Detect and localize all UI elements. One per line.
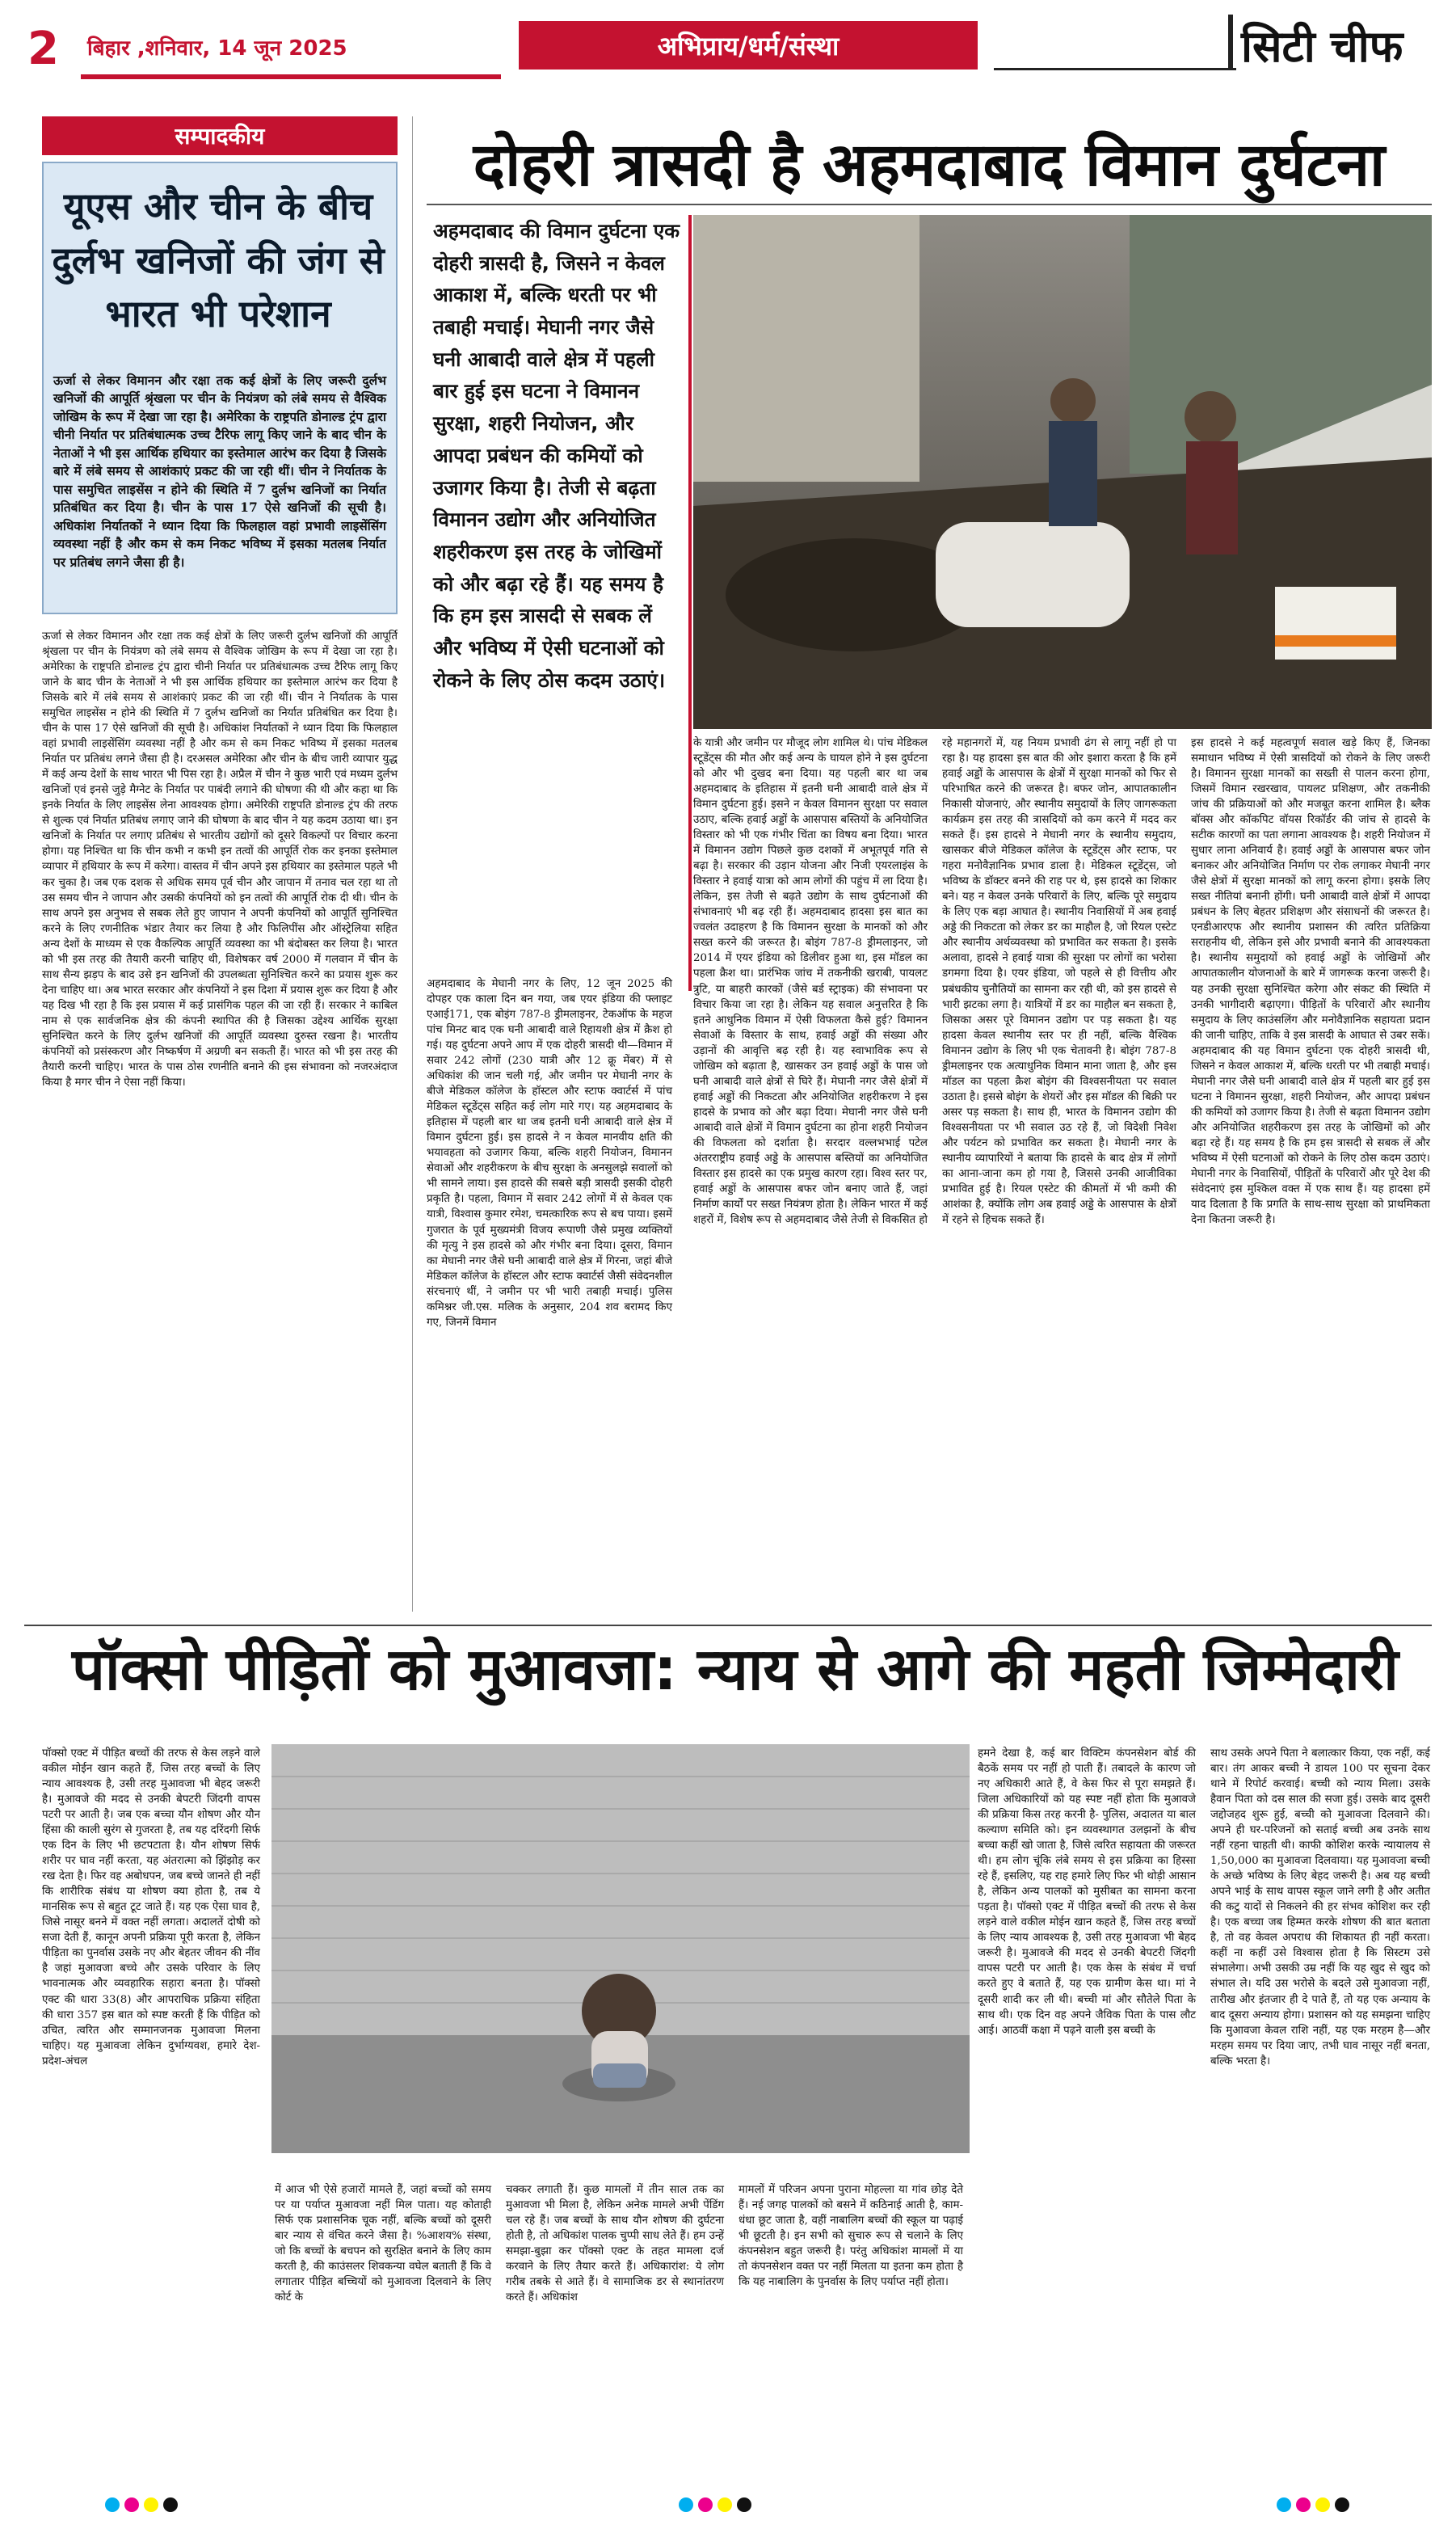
pull-quote-bar — [688, 215, 692, 991]
pocso-column-6: साथ उसके अपने पिता ने बलात्कार किया, एक नहीं, कई बार। तंग आकर बच्ची ने डायल 100 पर सूचना देकर थाने में रिपोर्ट करवाई। बच्ची को न्याय मिला। उसके हैवान पिता को दस साल की सजा हुई। उसके बाद दूसरी जद्दोजहद शुरू हुई, बच्ची को मुआवजा दिलवाने की। अपने ही घर-परिजनों को सताई बच्ची अब उनके साथ नहीं रहना चाहती थी। काफी कोशिश करके न्यायालय से 1,50,000 का मुआवजा दिलवाया। यह मुआवजा बच्ची के अच्छे भविष्य के लिए बेहद जरूरी है। अब यह बच्ची अपने भाई के साथ वापस स्कूल जाने लगी है और अतीत की कटु यादों से निकलने की हर संभव कोशिश कर रही है। एक बच्चा जब हिम्मत करके शोषण की बात बताता है, तो वह केवल अपराध की शिकायत ही नहीं करता। कहीं ना कहीं उसे विश्वास होता है कि सिस्टम उसे संभालेगा। अभी उसकी उम्र नहीं कि यह खुद से खुद को संभाल ले। यदि उस भरोसे के बदले उसे मुआवजा नहीं, तारीख और इंतजार ही दे पाते हैं, तो यह एक अन्याय के बाद दूसरा अन्याय होगा। प्रशासन को यह समझना चाहिए कि मुआवजा केवल राशि नहीं, यह एक मरहम है—और मरहम समय पर दिया जाए, तभी घाव नासूर नहीं बनता, बल्कि भरता है। — [1210, 1747, 1430, 2067]
editorial-lead: ऊर्जा से लेकर विमानन और रक्षा तक कई क्षेत्रों के लिए जरूरी दुर्लभ खनिजों की आपूर्ति श्रृंखला पर चीन के नियंत्रण को लंबे समय से वैश्विक जोखिम के रूप में देखा जा रहा है। अमेरिका के राष्ट्रपति डोनाल्ड ट्रंप द्वारा चीनी निर्यात पर प्रतिबंधात्मक उच्च टैरिफ लागू किए जाने के बाद चीन के नेताओं ने भी इस आर्थिक हथियार का इस्तेमाल आरंभ कर दिया है जिसके बारे में लंबे समय से आशंकाएं प्रकट की जा रही थीं। चीन ने निर्यातक के पास समुचित लाइसेंस न होने की स्थिति में 7 दुर्लभ खनिजों का निर्यात प्रतिबंधित कर दिया है। चीन के पास 17 ऐसे खनिजों की सूची है। अधिकांश निर्यातकों ने ध्यान दिया कि फिलहाल वहां प्रभावी लाइसेंसिंग व्यवस्था नहीं है और कम से कम निकट भविष्य में इसका मतलब निर्यात पर प्रतिबंध लगने जैसा ही है। — [53, 373, 386, 570]
header-rule — [994, 68, 1236, 70]
pocso-story-headline: पॉक्सो पीड़ितों को मुआवजा: न्याय से आगे की महती जिम्मेदारी — [72, 1635, 1399, 1703]
registration-marks-right — [1277, 2497, 1349, 2517]
dateline: बिहार ,शनिवार, 14 जून 2025 — [87, 36, 347, 61]
registration-marks-left — [105, 2497, 178, 2517]
publication-name: सिटी चीफ — [1241, 21, 1403, 72]
lead-story-pull-quote: अहमदाबाद की विमान दुर्घटना एक दोहरी त्रासदी है, जिसने न केवल आकाश में, बल्कि धरती पर भी तबाही मचाई। मेघानी नगर जैसे घनी आबादी वाले क्षेत्र में पहली बार हुई इस घटना ने विमानन सुरक्षा, शहरी नियोजन, और आपदा प्रबंधन की कमियों को उजागर किया है। तेजी से बढ़ता विमानन उद्योग और अनियोजित शहरीकरण इस तरह के जोखिमों को और बढ़ा रहे हैं। यह समय है कि हम इस त्रासदी से सबक लें और भविष्य में ऐसी घटनाओं को रोकने के लिए ठोस कदम उठाएं। — [433, 219, 680, 692]
pocso-column-1: पॉक्सो एक्ट में पीड़ित बच्चों की तरफ से केस लड़ने वाले वकील मोईन खान कहते हैं, जिस तरह बच्चों के लिए न्याय आवश्यक है, उसी तरह मुआवजा भी बेहद जरूरी है। मुआवजे की मदद से उनकी बेपटरी जिंदगी वापस पटरी पर आती है। जब एक बच्चा यौन शोषण और यौन हिंसा की काली सुरंग से गुजरता है, तब यह दरिंदगी सिर्फ एक दिन के लिए भी छटपटाता है। यौन शोषण सिर्फ शरीर पर घाव नहीं करता, यह अंतरात्मा को झिंझोड़ कर रख देता है। फिर वह अबोधपन, जब बच्चे जानते ही नहीं कि शारीरिक संबंध या शोषण क्या होता है, तब ये मानसिक रूप से बहुत टूट जाते हैं। यह एक ऐसा घाव है, जिसे नासूर बनने में वक्त नहीं लगता। अदालतें दोषी को सजा देती हैं, कानून अपनी प्रक्रिया पूरी करता है, लेकिन पीड़िता का पुनर्वास उसके नए और बेहतर जीवन की नींव है जहां मुआवजा बच्चे और उसके परिवार के लिए भावनात्मक और व्यवहारिक सहारा बनता है। पॉक्सो एक्ट की धारा 33(8) और आपराधिक प्रक्रिया संहिता की धारा 357 इस बात को स्पष्ट करती हैं कि पीड़ित को उचित, त्वरित और सम्मानजनक मुआवजा मिलना चाहिए। यह मुआवजा लेकिन दुर्भाग्यवश, हमारे देश-प्रदेश-अंचल — [42, 1747, 260, 2067]
child-photo — [271, 1744, 970, 2153]
pocso-column-3: चक्कर लगाती हैं। कुछ मामलों में तीन साल तक का मुआवजा भी मिला है, लेकिन अनेक मामले अभी पेंडिंग चल रहे हैं। जब बच्चों के साथ यौन शोषण की दुर्घटना होती है, तो अधिकांश पालक चुप्पी साध लेते हैं। हम उन्हें समझा-बुझा कर पॉक्सो एक्ट के तहत मामला दर्ज करवाने के लिए तैयार करते हैं। अधिकारांश: ये लोग गरीब तबके से आते हैं। वे सामाजिक डर से स्थानांतरण करते हैं। अधिकांश — [506, 2184, 724, 2304]
section-banner: अभिप्राय/धर्म/संस्था — [519, 21, 978, 70]
black-dot — [1335, 2497, 1349, 2512]
editorial-label: सम्पादकीय — [42, 116, 398, 155]
lead-story-column-3: रहे महानगरों में, यह नियम प्रभावी ढंग से लागू नहीं हो पा रहा है। यह हादसा इस बात की ओर इशारा करता है कि हमें हवाई अड्डों के आसपास के क्षेत्रों में सुरक्षा मानकों को फिर से परिभाषित करने की जरूरत है। बफर जोन, आपातकालीन निकासी योजनाएं, और स्थानीय समुदायों के लिए जागरूकता कार्यक्रम इस तरह की त्रासदियों को कम करने में मदद कर सकते हैं। इस हादसे ने मेघानी नगर के स्थानीय समुदाय, खासकर बीजे मेडिकल कॉलेज के स्टूडेंट्स और स्टाफ, पर गहरा मनोवैज्ञानिक प्रभाव डाला है। मेडिकल स्टूडेंट्स, जो भविष्य के डॉक्टर बनने की राह पर थे, इस हादसे का शिकार बने। यह न केवल उनके परिवारों के लिए, बल्कि पूरे समुदाय के लिए एक बड़ा आघात है। स्थानीय निवासियों में अब हवाई अड्डे की निकटता को लेकर डर का माहौल है, जो रियल एस्टेट और स्थानीय अर्थव्यवस्था को प्रभावित कर सकता है। इसके अलावा, हादसे ने हवाई यात्रा की सुरक्षा पर लोगों का भरोसा डगमगा दिया है। एयर इंडिया, जो पहले से ही वित्तीय और प्रबंधकीय चुनौतियों का सामना कर रही थी, को इस हादसे से भारी झटका लगा है। यात्रियों में डर का माहौल बन सकता है, जिसका असर पूरे विमानन उद्योग पर पड़ सकता है। यह हादसा केवल स्थानीय स्तर पर ही नहीं, बल्कि वैश्विक विमानन उद्योग के लिए भी एक चेतावनी है। बोइंग 787-8 ड्रीमलाइनर एक अत्याधुनिक विमान माना जाता है, और इस मॉडल का पहला क्रैश बोइंग की विश्वसनीयता पर सवाल उठाता है। इससे बोइंग के शेयरों और इस मॉडल की बिक्री पर असर पड़ सकता है। साथ ही, भारत के विमानन उद्योग की विश्वसनीयता पर भी सवाल उठ रहे हैं, जो विदेशी निवेश और पर्यटन को प्रभावित कर सकता है। मेघानी नगर के स्थानीय व्यापारियों ने बताया कि हादसे के बाद क्षेत्र में लोगों का आना-जाना कम हो गया है, जिससे उनकी आजीविका प्रभावित हुई है। रियल एस्टेट की कीमतों में भी कमी की आशंका है, क्योंकि लोग अब हवाई अड्डे के आसपास के क्षेत्रों में रहने से हिचक सकते हैं। — [942, 737, 1176, 1226]
header-red-rule — [81, 74, 501, 79]
header-divider — [1228, 15, 1233, 70]
page-number: 2 — [27, 23, 59, 75]
editorial-title: यूएस और चीन के बीच दुर्लभ खनिजों की जंग से भारत भी परेशान — [52, 184, 385, 336]
editorial-body: ऊर्जा से लेकर विमानन और रक्षा तक कई क्षेत्रों के लिए जरूरी दुर्लभ खनिजों की आपूर्ति श्रृंखला पर चीन के नियंत्रण को लंबे समय से वैश्विक जोखिम के रूप में देखा जा रहा है। अमेरिका के राष्ट्रपति डोनाल्ड ट्रंप द्वारा चीनी निर्यात पर प्रतिबंधात्मक उच्च टैरिफ लागू किए जाने के बाद चीन के नेताओं ने भी इस आर्थिक हथियार का इस्तेमाल आरंभ कर दिया है जिसके बारे में लंबे समय से आशंकाएं प्रकट की जा रही थीं। चीन ने निर्यातक के पास समुचित लाइसेंस न होने की स्थिति में 7 दुर्लभ खनिजों का निर्यात प्रतिबंधित कर दिया है। चीन के पास 17 ऐसे खनिजों की सूची है। अधिकांश निर्यातकों ने ध्यान दिया कि फिलहाल वहां प्रभावी लाइसेंसिंग व्यवस्था नहीं है और कम से कम निकट भविष्य में इसका मतलब निर्यात पर प्रतिबंध लगने जैसा ही है। दरअसल अमेरिका और चीन के बीच जारी व्यापार युद्ध में कई अन्य देशों के साथ भारत भी पिस रहा है। अप्रैल में चीन ने कुछ भारी एवं मध्यम दुर्लभ खनिजों एवं इनसे जुड़े मैग्नेट के निर्यात पर पाबंदी लगाने की घोषणा की थी और कहा था कि इनके निर्यात के लिए लाइसेंस लेना आवश्यक होगा। अमेरिकी राष्ट्रपति डोनाल्ड ट्रंप की तरफ से शुल्क एवं निर्यात प्रतिबंध लगाए जाने की घोषणा के बाद चीन ने यह कदम उठाया था। इन खनिजों के निर्यात पर लगाए प्रतिबंध से भारतीय उद्योगों को दूसरे विकल्पों पर विचार करना होगा। यह निश्चित था कि चीन कभी न कभी इन तत्वों की आपूर्ति रोक कर इनका इस्तेमाल व्यापार में हथियार के रूप में करेगा। वास्तव में चीन अपने इस हथियार का इस्तेमाल पहले भी कर चुका है। जब एक दशक से अधिक समय पूर्व चीन और जापान में तनाव चल रहा था तो उस समय चीन ने जापान और उसकी कंपनियों को इन तत्वों की आपूर्ति रोक दी थी। चीन के साथ अपने इस अनुभव से सबक लेते हुए जापान ने अपनी कंपनियों को आपूर्ति सुनिश्चित करने के लिए रणनीतिक भंडार तैयार कर लिया है और फिलिपींस और ऑस्ट्रेलिया सहित अन्य देशों के माध्यम से एक वैकल्पिक आपूर्ति व्यवस्था का भी बंदोबस्त कर लिया है। भारत को भी इस तरह की तैयारी करनी चाहिए थी, विशेषकर वर्ष 2000 में गलवान में चीन के साथ सैन्य झड़प के बाद उसे इन खनिजों की उपलब्धता सुनिश्चित करने का प्रयास शुरू कर देना चाहिए था। अब भारत सरकार और कंपनियों ने इस दिशा में प्रयास शुरू कर दिया है और यह दिख भी रहा है कि इस प्रयास में कई प्रासंगिक पहल की जा रही हैं। सरकार ने काबिल नाम से एक सार्वजनिक क्षेत्र की कंपनी स्थापित की है जिसका उद्देश्य आर्थिक सुरक्षा सुनिश्चित करने के लिए दुर्लभ खनिजों की आपूर्ति व्यवस्था दुरुस्त रखना है। भारतीय कंपनियों को प्रसंस्करण और निष्कर्षण में अग्रणी बन सकती हैं। भारत को भी इस तरह की तैयारी करनी चाहिए। भारत के पास ठोस रणनीति बनाने की इस संभावना को नजरअंदाज किया है मगर चीन ने ऐसा नहीं किया। — [42, 630, 398, 1089]
crash-site-photo — [693, 215, 1432, 729]
magenta-dot — [698, 2497, 713, 2512]
column-divider — [412, 116, 413, 1612]
black-dot — [163, 2497, 178, 2512]
pocso-column-4: मामलों में परिजन अपना पुराना मोहल्ला या गांव छोड़ देते हैं। नई जगह पालकों को बसने में कठिनाई आती है, काम-धंधा छूट जाता है, वहीं नाबालिग बच्चों की स्कूल या पढ़ाई भी छूटती है। इन सभी को सुचारु रूप से चलाने के लिए कंपनसेशन बहुत जरूरी है। परंतु अधिकांश मामलों में या तो कंपनसेशन वक्त पर नहीं मिलता या इतना कम होता है कि यह नाबालिग के पुनर्वास के लिए पर्याप्त नहीं होता। — [739, 2184, 963, 2289]
registration-marks-center — [679, 2497, 751, 2517]
pocso-column-5: हमने देखा है, कई बार विक्टिम कंपनसेशन बोर्ड की बैठकें समय पर नहीं हो पाती हैं। तबादले के कारण जो नए अधिकारी आते हैं, वे केस फिर से पूरा समझते हैं। जिला अधिकारियों को यह स्पष्ट नहीं होता कि मुआवजे की प्रक्रिया किस तरह करनी है- पुलिस, अदालत या बाल कल्याण समिति को। इन व्यवस्थागत उलझनों के बीच बच्चा कहीं खो जाता है, जिसे त्वरित सहायता की जरूरत थी। हम लोग चूंकि लंबे समय से इस प्रक्रिया का हिस्सा रहे हैं, इसलिए, यह राह हमारे लिए फिर भी थोड़ी आसान है, लेकिन अन्य पालकों को मुसीबत का सामना करना पड़ता है। पॉक्सो एक्ट में पीड़ित बच्चों की तरफ से केस लड़ने वाले वकील मोईन खान कहते हैं, जिस तरह बच्चों के लिए न्याय आवश्यक है, उसी तरह मुआवजा भी बेहद जरूरी है। मुआवजे की मदद से उनकी बेपटरी जिंदगी वापस पटरी पर आती है। एक केस के संबंध में चर्चा करते हुए वे बताते हैं, यह एक ग्रामीण केस था। मां ने दूसरी शादी कर ली थी। बच्ची मां और सौतेले पिता के साथ थी। एक दिन वह अपने जैविक पिता के पास लौट आई। आठवीं कक्षा में पढ़ने वाली इस बच्ची के — [978, 1747, 1196, 2037]
lead-story-headline: दोहरी त्रासदी है अहमदाबाद विमान दुर्घटना — [473, 130, 1386, 200]
cyan-dot — [1277, 2497, 1291, 2512]
cyan-dot — [679, 2497, 693, 2512]
section-separator — [24, 1625, 1432, 1626]
yellow-dot — [1315, 2497, 1330, 2512]
yellow-dot — [717, 2497, 732, 2512]
page-header — [0, 0, 1456, 81]
magenta-dot — [124, 2497, 139, 2512]
magenta-dot — [1296, 2497, 1311, 2512]
yellow-dot — [144, 2497, 158, 2512]
cyan-dot — [105, 2497, 120, 2512]
lead-story-column-4: इस हादसे ने कई महत्वपूर्ण सवाल खड़े किए हैं, जिनका समाधान भविष्य में ऐसी त्रासदियों को रोकने के लिए जरूरी है। विमानन सुरक्षा मानकों का सख्ती से पालन करना होगा, जिसमें विमान रखरखाव, पायलट प्रशिक्षण, और तकनीकी जांच की प्रक्रियाओं को और मजबूत करना शामिल है। ब्लैक बॉक्स और कॉकपिट वॉयस रिकॉर्डर की जांच से हादसे के सटीक कारणों का पता लगाना आवश्यक है। शहरी नियोजन में सुधार लाना अनिवार्य है। हवाई अड्डों के आसपास बफर जोन बनाकर और अनियोजित निर्माण पर रोक लगाकर मेघानी नगर जैसे क्षेत्रों में सुरक्षा मानकों को लागू करना होगा। इसके लिए सख्त नीतियां बनानी होंगी। घनी आबादी वाले क्षेत्रों में आपदा प्रबंधन के लिए बेहतर प्रशिक्षण और संसाधनों की जरूरत है। एनडीआरएफ और स्थानीय प्रशासन की त्वरित प्रतिक्रिया सराहनीय थी, लेकिन इसे और प्रभावी बनाने की आवश्यकता है। स्थानीय समुदायों को हवाई अड्डों के जोखिमों और आपातकालीन योजनाओं के बारे में जागरूक करना जरूरी है। यह उनकी सुरक्षा सुनिश्चित करेगा और संकट की स्थिति में उनकी भागीदारी बढ़ाएगा। पीड़ितों के परिवारों और स्थानीय समुदाय के लिए काउंसलिंग और मनोवैज्ञानिक सहायता प्रदान की जानी चाहिए, ताकि वे इस त्रासदी के आघात से उबर सकें। अहमदाबाद की यह विमान दुर्घटना एक दोहरी त्रासदी थी, जिसने न केवल आकाश में, बल्कि धरती पर भी तबाही मचाई। मेघानी नगर जैसे घनी आबादी वाले क्षेत्र में पहली बार हुई इस घटना ने विमानन सुरक्षा, शहरी नियोजन, और आपदा प्रबंधन की कमियों को उजागर किया है। तेजी से बढ़ता विमानन उद्योग और अनियोजित शहरीकरण इस तरह के जोखिमों को और बढ़ा रहे हैं। यह समय है कि हम इस त्रासदी से सबक लें और भविष्य में ऐसी घटनाओं को रोकने के लिए ठोस कदम उठाएं। मेघानी नगर के निवासियों, पीड़ितों के परिवारों और पूरे देश की संवेदनाएं इस मुश्किल वक्त में एक साथ हैं। यह हादसा हमें याद दिलाता है कि प्रगति के साथ-साथ सुरक्षा को प्राथमिकता देना कितना जरूरी है। — [1191, 737, 1430, 1226]
headline-rule — [427, 204, 1432, 205]
lead-story-column-1: अहमदाबाद के मेघानी नगर के लिए, 12 जून 2025 की दोपहर एक काला दिन बन गया, जब एयर इंडिया की फ्लाइट एआई171, एक बोइंग 787-8 ड्रीमलाइनर, टेकऑफ के महज पांच मिनट बाद एक घनी आबादी वाले रिहायशी क्षेत्र में क्रैश हो गई। यह दुर्घटना अपने आप में एक दोहरी त्रासदी थी—विमान में सवार 242 लोगों (230 यात्री और 12 क्रू मेंबर) में से अधिकांश की जान चली गई, और जमीन पर मेघानी नगर के बीजे मेडिकल कॉलेज के हॉस्टल और स्टाफ क्वार्टर्स में पांच मेडिकल स्टूडेंट्स सहित कई लोग मारे गए। यह अहमदाबाद के इतिहास में पहली बार था जब इतनी घनी आबादी वाले क्षेत्र में विमान दुर्घटना हुई। इस हादसे ने न केवल मानवीय क्षति की भयावहता को उजागर किया, बल्कि शहरी नियोजन, विमानन सेवाओं और शहरीकरण के बीच सुरक्षा के अनसुलझे सवालों को भी सामने लाया। इस हादसे की सबसे बड़ी त्रासदी इसकी दोहरी प्रकृति है। पहला, विमान में सवार 242 लोगों में से केवल एक यात्री, विश्वास कुमार रमेश, चमत्कारिक रूप से बच पाया। इसमें गुजरात के पूर्व मुख्यमंत्री विजय रूपाणी जैसे प्रमुख व्यक्तियों की मृत्यु ने इस हादसे को और गंभीर बना दिया। दूसरा, विमान का मेघानी नगर जैसे घनी आबादी वाले क्षेत्र में गिरना, जहां बीजे मेडिकल कॉलेज के हॉस्टल और स्टाफ क्वार्टर्स जैसी संवेदनशील संरचनाएं थीं, ने जमीन पर भी भारी तबाही मचाई। पुलिस कमिश्नर जी.एस. मलिक के अनुसार, 204 शव बरामद किए गए, जिनमें विमान — [427, 978, 672, 1329]
lead-story-column-2: के यात्री और जमीन पर मौजूद लोग शामिल थे। पांच मेडिकल स्टूडेंट्स की मौत और कई अन्य के घायल होने ने इस दुर्घटना को और भी दुखद बना दिया। यह पहली बार था जब अहमदाबाद के इतिहास में इतनी घनी आबादी वाले क्षेत्र में विमान दुर्घटना हुई। इसने न केवल विमानन सुरक्षा पर सवाल उठाए, बल्कि हवाई अड्डों के आसपास बस्तियों के अनियोजित विस्तार को भी एक गंभीर चिंता का विषय बना दिया। भारत में विमानन उद्योग पिछले कुछ दशकों में अभूतपूर्व गति से बढ़ा है। सरकार की उड़ान योजना और निजी एयरलाइंस के विस्तार ने हवाई यात्रा को आम लोगों की पहुंच में ला दिया है। लेकिन, इस तेजी से बढ़ते उद्योग के साथ दुर्घटनाओं की संभावनाएं भी बढ़ रही हैं। अहमदाबाद हादसा इस बात का ज्वलंत उदाहरण है कि विमानन सुरक्षा के मानकों को और सख्त करने की जरूरत है। बोइंग 787-8 ड्रीमलाइनर, जो 2014 में एयर इंडिया को डिलीवर हुआ था, इस मॉडल का पहला क्रैश था। प्रारंभिक जांच में तकनीकी खराबी, पायलट त्रुटि, या बाहरी कारकों (जैसे बर्ड स्ट्राइक) की संभावना पर विचार किया जा रहा है। लेकिन यह सवाल अनुत्तरित है कि इतने आधुनिक विमान में ऐसी विफलता कैसे हुई? विमानन सेवाओं के विस्तार के साथ, हवाई अड्डों की संख्या और उड़ानों की आवृत्ति बढ़ रही है। यह स्वाभाविक रूप से जोखिम को बढ़ाता है, खासकर उन हवाई अड्डों के पास जो घनी आबादी वाले क्षेत्रों से घिरे हैं। मेघानी नगर जैसे क्षेत्रों में हवाई अड्डों की निकटता और अनियोजित शहरीकरण ने इस हादसे के प्रभाव को और बढ़ा दिया। मेघानी नगर जैसे घनी आबादी वाले क्षेत्रों में विमान दुर्घटना का होना शहरी नियोजन की विफलता को दर्शाता है। सरदार वल्लभभाई पटेल अंतरराष्ट्रीय हवाई अड्डे के आसपास बस्तियों का अनियोजित विस्तार इस हादसे का एक प्रमुख कारण रहा। विश्व स्तर पर, हवाई अड्डों के आसपास बफर जोन बनाए जाते हैं, जहां निर्माण कार्यों पर सख्त नियंत्रण होता है। लेकिन भारत में कई शहरों में, विशेष रूप से अहमदाबाद जैसे तेजी से विकसित हो — [693, 737, 928, 1226]
black-dot — [737, 2497, 751, 2512]
pocso-column-2: में आज भी ऐसे हजारों मामले हैं, जहां बच्चों को समय पर या पर्याप्त मुआवजा नहीं मिल पाता। यह कोताही सिर्फ एक प्रशासनिक चूक नहीं, बल्कि बच्चों को दूसरी बार न्याय से वंचित करने जैसा है। %आशय% संस्था, जो कि बच्चों के बचपन को सुरक्षित बनाने के लिए काम करती है, की काउंसलर शिवकन्या वघेल बताती हैं कि वे लगातार पीड़ित बच्चियों को मुआवजा दिलवाने के लिए कोर्ट के — [275, 2184, 491, 2304]
